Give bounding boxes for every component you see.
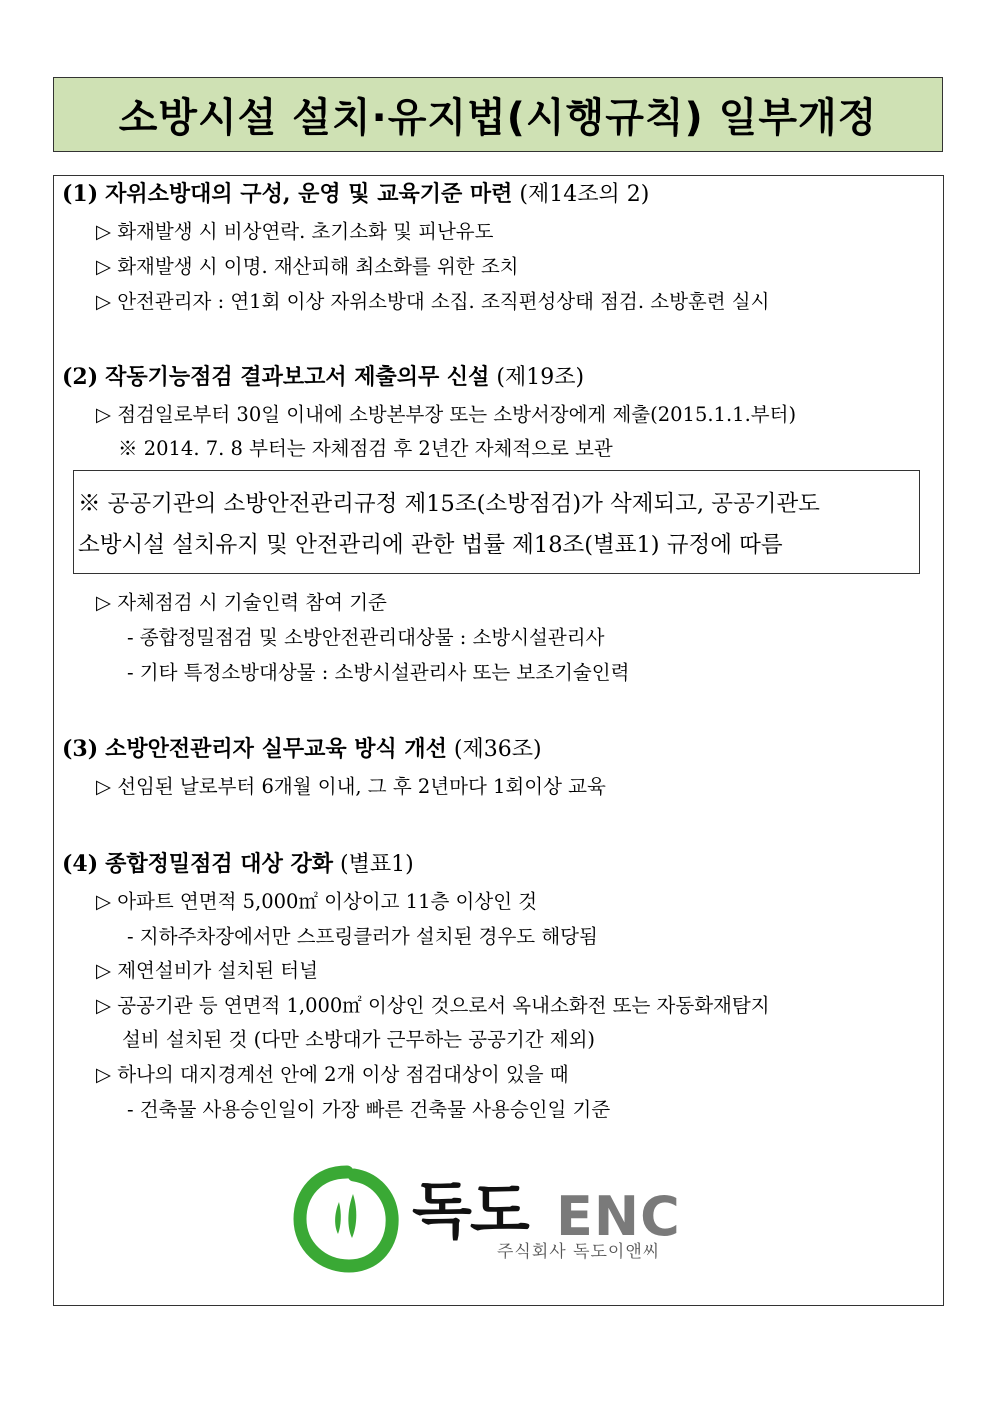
notice-line: ※ 공공기관의 소방안전관리규정 제15조(소방점검)가 삭제되고, 공공기관도 <box>78 491 820 517</box>
section-1-heading <box>62 177 649 208</box>
section-title: 종합정밀점검 대상 강화 <box>105 851 333 877</box>
list-item: ▷ 화재발생 시 비상연락. 초기소화 및 피난유도 <box>96 220 494 243</box>
section-title: 소방안전관리자 실무교육 방식 개선 <box>105 736 447 762</box>
list-item-continued: 설비 설치된 것 (다만 소방대가 근무하는 공공기간 제외) <box>122 1028 596 1051</box>
list-item: ▷ 자체점검 시 기술인력 참여 기준 <box>96 591 387 614</box>
list-item: ▷ 하나의 대지경계선 안에 2개 이상 점검대상이 있을 때 <box>96 1063 569 1086</box>
list-item: ▷ 제연설비가 설치된 터널 <box>96 959 318 982</box>
section-ref: (제36조) <box>453 737 542 762</box>
list-item: ▷ 아파트 연면적 5,000㎡ 이상이고 11층 이상인 것 <box>96 890 538 913</box>
list-item: ▷ 선임된 날로부터 6개월 이내, 그 후 2년마다 1회이상 교육 <box>96 775 606 798</box>
sub-item: - 지하주차장에서만 스프링클러가 설치된 경우도 해당됨 <box>127 925 598 948</box>
list-item: ▷ 안전관리자 : 연1회 이상 자위소방대 소집. 조직편성상태 점검. 소방훈련 실시 <box>96 290 770 313</box>
sub-item: - 기타 특정소방대상물 : 소방시설관리사 또는 보조기술인력 <box>127 661 630 684</box>
notice-line: 소방시설 설치유지 및 안전관리에 관한 법률 제18조(별표1) 규정에 따름 <box>78 532 783 558</box>
logo-brand: ENC <box>556 1185 681 1248</box>
list-item: ▷ 화재발생 시 이명. 재산피해 최소화를 위한 조치 <box>96 255 519 278</box>
section-ref: (제14조의 2) <box>519 182 650 207</box>
section-4-heading <box>62 847 414 878</box>
section-number: (2) <box>62 364 99 390</box>
sub-item: - 건축물 사용승인일이 가장 빠른 건축물 사용승인일 기준 <box>127 1098 611 1121</box>
logo-emblem-icon <box>292 1164 402 1274</box>
section-title: 자위소방대의 구성, 운영 및 교육기준 마련 <box>105 181 513 207</box>
logo-name: 독도 <box>412 1174 528 1247</box>
section-ref: (제19조) <box>496 365 585 390</box>
sub-item: - 종합정밀점검 및 소방안전관리대상물 : 소방시설관리사 <box>127 626 605 649</box>
section-3-heading <box>62 732 542 763</box>
list-item: ▷ 점검일로부터 30일 이내에 소방본부장 또는 소방서장에게 제출(2015.1.1.부터) <box>96 403 797 426</box>
section-number: (1) <box>62 181 99 207</box>
section-title: 작동기능점검 결과보고서 제출의무 신설 <box>105 364 490 390</box>
section-2-heading <box>62 360 584 391</box>
note-item: ※ 2014. 7. 8 부터는 자체점검 후 2년간 자체적으로 보관 <box>118 437 613 460</box>
section-ref: (별표1) <box>339 852 414 877</box>
section-number: (3) <box>62 736 99 762</box>
list-item: ▷ 공공기관 등 연면적 1,000㎡ 이상인 것으로서 옥내소화전 또는 자동화재탐지 <box>96 994 770 1017</box>
logo-subtitle: 주식회사 독도이앤씨 <box>497 1242 661 1262</box>
document-title: 소방시설 설치·유지법(시행규칙) 일부개정 <box>53 77 943 152</box>
section-number: (4) <box>62 851 99 877</box>
